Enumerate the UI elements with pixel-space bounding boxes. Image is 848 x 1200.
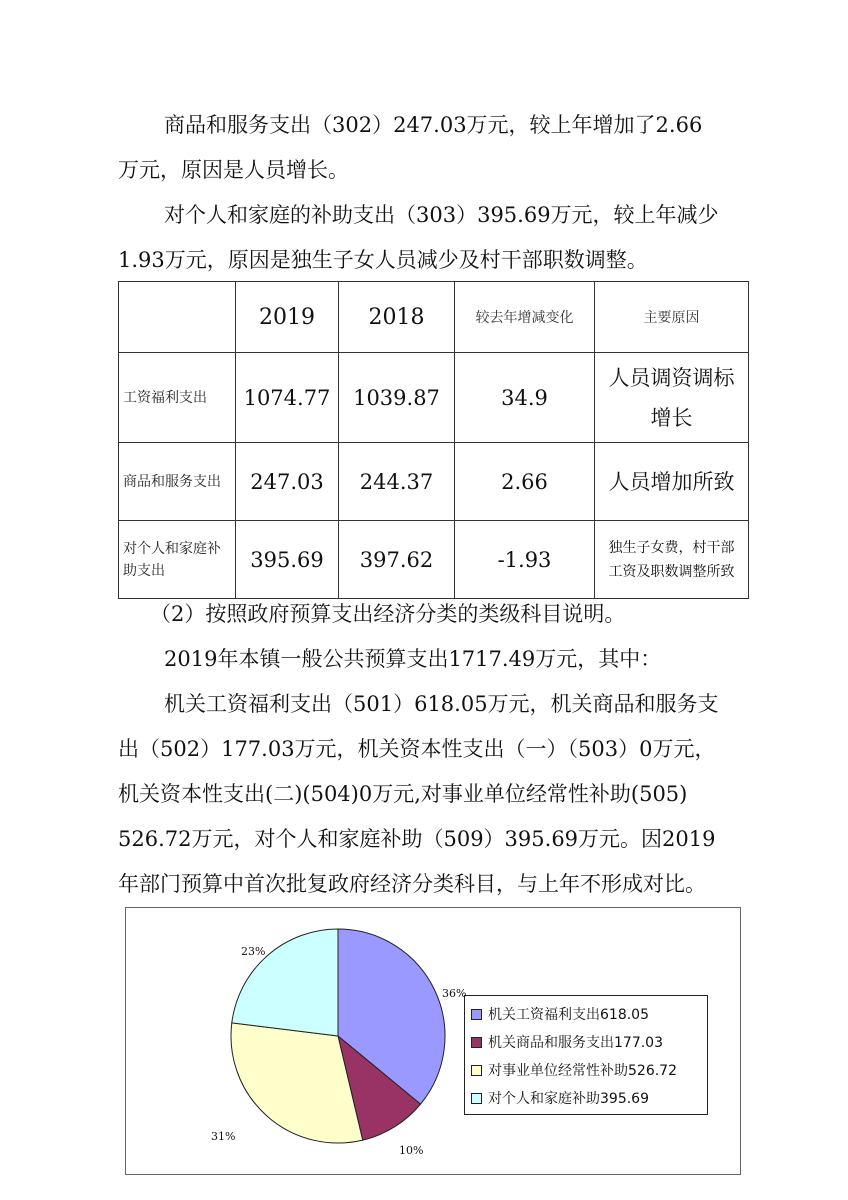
reason-line: 工资及职数调整所致	[608, 563, 735, 580]
table-row	[119, 443, 749, 521]
paragraph-subsidy-line2: 1.93万元，原因是独生子女人员减少及村干部职数调整。	[118, 248, 648, 272]
table-header-row	[119, 282, 749, 353]
cell-2019: 247.03	[236, 443, 339, 521]
table-row	[119, 353, 749, 443]
reason-line: 增长	[650, 405, 693, 430]
table-row	[119, 521, 749, 599]
cell-change: -1.93	[455, 521, 595, 599]
legend-label: 机关商品和服务支出177.03	[488, 1035, 663, 1051]
paragraph-breakdown-line4: 526.72万元，对个人和家庭补助（509）395.69万元。因2019	[118, 827, 716, 851]
cell-reason	[595, 521, 749, 599]
comparison-table	[118, 281, 749, 599]
paragraph-breakdown-line5: 年部门预算中首次批复政府经济分类科目，与上年不形成对比。	[118, 872, 706, 896]
cell-2018: 1039.87	[339, 353, 455, 443]
reason-line: 人员增加所致	[608, 469, 735, 494]
legend-swatch	[471, 1093, 482, 1104]
pie-pct-label: 23%	[241, 945, 266, 958]
table-header-empty	[119, 282, 236, 353]
legend-label: 对事业单位经常性补助526.72	[488, 1063, 677, 1079]
legend-swatch	[471, 1065, 482, 1076]
pie-pct-label: 10%	[399, 1144, 424, 1157]
row-label: 工资福利支出	[119, 353, 236, 443]
row-label: 对个人和家庭补助支出	[119, 521, 236, 599]
legend-label: 机关工资福利支出618.05	[488, 1007, 649, 1023]
legend-swatch	[471, 1009, 482, 1020]
legend-item	[471, 1056, 707, 1084]
paragraph-breakdown-line3: 机关资本性支出(二)(504)0万元,对事业单位经常性补助(505)	[118, 782, 688, 806]
paragraph-total-budget: 2019年本镇一般公共预算支出1717.49万元，其中：	[164, 647, 662, 671]
table-header-2018: 2018	[339, 282, 455, 353]
legend-label: 对个人和家庭补助395.69	[488, 1091, 649, 1107]
cell-reason	[595, 443, 749, 521]
pie-pct-label: 36%	[442, 987, 467, 1000]
cell-2019: 1074.77	[236, 353, 339, 443]
cell-2018: 244.37	[339, 443, 455, 521]
paragraph-goods-services-line2: 万元，原因是人员增长。	[118, 158, 349, 182]
cell-change: 2.66	[455, 443, 595, 521]
paragraph-breakdown-line2: 出（502）177.03万元，机关资本性支出（一）（503）0万元，	[118, 737, 716, 761]
cell-2018: 397.62	[339, 521, 455, 599]
pie-pct-label: 31%	[211, 1130, 236, 1143]
legend-item	[471, 1028, 707, 1056]
paragraph-section-heading: （2）按照政府预算支出经济分类的类级科目说明。	[150, 602, 626, 626]
legend-swatch	[471, 1037, 482, 1048]
cell-2019: 395.69	[236, 521, 339, 599]
paragraph-subsidy-line1: 对个人和家庭的补助支出（303）395.69万元，较上年减少	[164, 203, 719, 227]
chart-legend	[464, 995, 708, 1115]
table-header-change: 较去年增减变化	[455, 282, 595, 353]
table-header-2019: 2019	[236, 282, 339, 353]
reason-line: 独生子女费，村干部	[608, 539, 735, 556]
paragraph-breakdown-line1: 机关工资福利支出（501）618.05万元，机关商品和服务支	[164, 692, 719, 716]
paragraph-goods-services-line1: 商品和服务支出（302）247.03万元，较上年增加了2.66	[164, 113, 703, 137]
row-label: 商品和服务支出	[119, 443, 236, 521]
reason-line: 人员调资调标	[608, 365, 735, 390]
pie-chart	[125, 907, 741, 1175]
cell-change: 34.9	[455, 353, 595, 443]
table-header-reason: 主要原因	[595, 282, 749, 353]
cell-reason	[595, 353, 749, 443]
legend-item	[471, 1000, 707, 1028]
legend-item	[471, 1084, 707, 1112]
